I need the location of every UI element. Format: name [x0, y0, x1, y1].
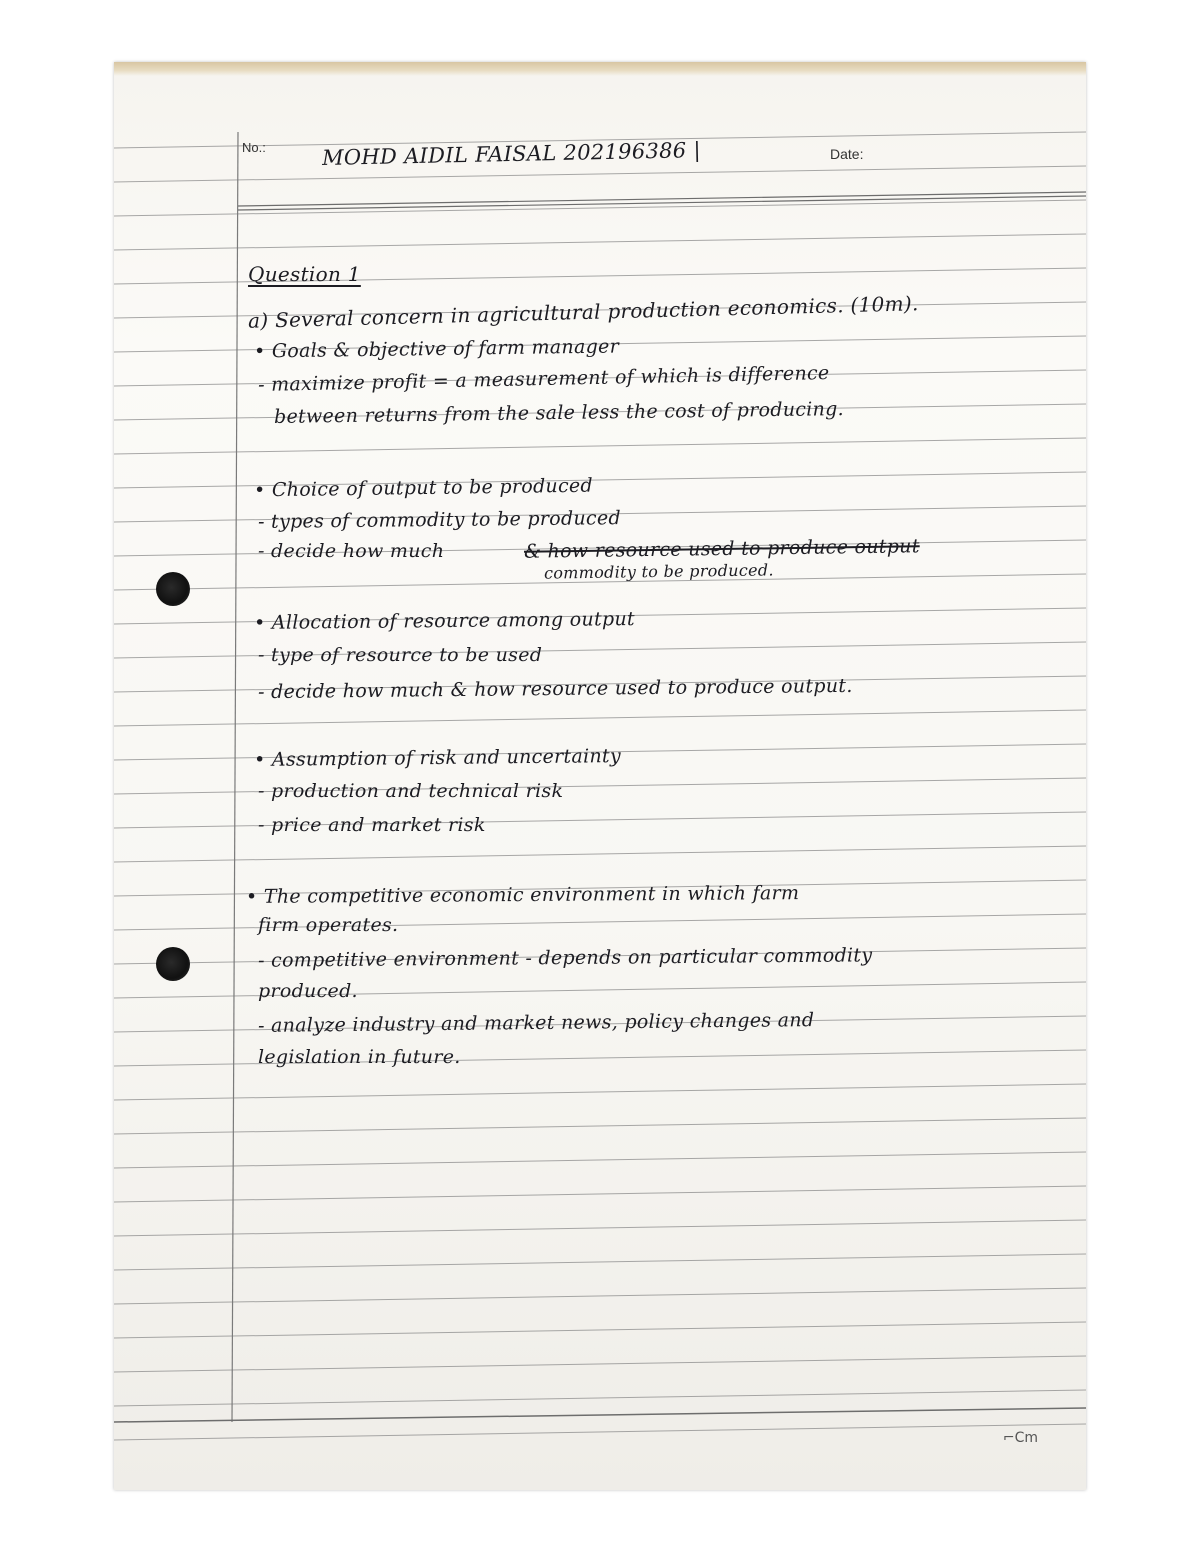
corner-mark: ⌐Cm — [1002, 1430, 1038, 1446]
section-line: between returns from the sale less the cost of producing. — [273, 398, 845, 428]
section-heading-output: • Choice of output to be produced — [253, 474, 594, 502]
ruled-line — [114, 846, 1086, 862]
ruled-line — [114, 438, 1086, 454]
no-label: No.: — [242, 140, 266, 155]
ruled-line — [114, 166, 1086, 182]
section-line: - analyze industry and market news, policy changes and — [257, 1009, 815, 1037]
section-line: - production and technical risk — [258, 780, 564, 802]
section-line: - decide how much & how resource used to produce output. — [257, 674, 853, 704]
section-line: legislation in future. — [258, 1046, 461, 1068]
section-line: - price and market risk — [258, 814, 486, 836]
ruled-line — [114, 710, 1086, 726]
section-line: - decide how much — [258, 540, 445, 562]
ruled-line — [114, 1356, 1086, 1372]
header-rule — [238, 192, 1086, 206]
section-line: firm operates. — [258, 914, 399, 936]
notebook-page — [114, 62, 1086, 1490]
punch-hole-bottom — [156, 947, 190, 981]
section-line-correction: commodity to be produced. — [543, 560, 774, 583]
ruled-line — [114, 1152, 1086, 1168]
margin-line — [232, 132, 238, 1422]
punch-hole-top — [156, 572, 190, 606]
question-part-a: a) Several concern in agricultural production economics. (10m). — [247, 291, 919, 333]
section-heading-environment: • The competitive economic environment in which farm — [245, 882, 800, 908]
ruled-line — [114, 1084, 1086, 1100]
section-line: - maximize profit = a measurement of which is difference — [257, 362, 830, 396]
ruled-line — [114, 1424, 1086, 1440]
section-line: - type of resource to be used — [258, 644, 543, 666]
date-label: Date: — [830, 146, 864, 162]
section-heading-risk: • Assumption of risk and uncertainty — [253, 745, 622, 771]
ruled-line — [114, 1390, 1086, 1406]
ruled-line — [114, 1220, 1086, 1236]
question-title: Question 1 — [248, 262, 361, 286]
ruled-line — [114, 1322, 1086, 1338]
section-line-strikethrough: & how resource used to produce output — [523, 535, 920, 563]
ruled-line — [114, 1118, 1086, 1134]
footer-rule — [114, 1408, 1086, 1422]
section-line: - competitive environment - depends on particular commodity — [257, 944, 873, 972]
section-line: - types of commodity to be produced — [257, 507, 622, 533]
section-heading-goals: • Goals & objective of farm manager — [253, 335, 620, 363]
section-heading-allocation: • Allocation of resource among output — [253, 608, 636, 634]
student-name-id: MOHD AIDIL FAISAL 202196386 | — [321, 138, 702, 170]
ruled-line — [114, 234, 1086, 250]
ruled-line — [114, 1288, 1086, 1304]
ruled-line — [114, 1186, 1086, 1202]
header-rule — [238, 196, 1086, 210]
ruled-line — [114, 200, 1086, 216]
ruled-line — [114, 1254, 1086, 1270]
section-line: produced. — [258, 980, 358, 1002]
